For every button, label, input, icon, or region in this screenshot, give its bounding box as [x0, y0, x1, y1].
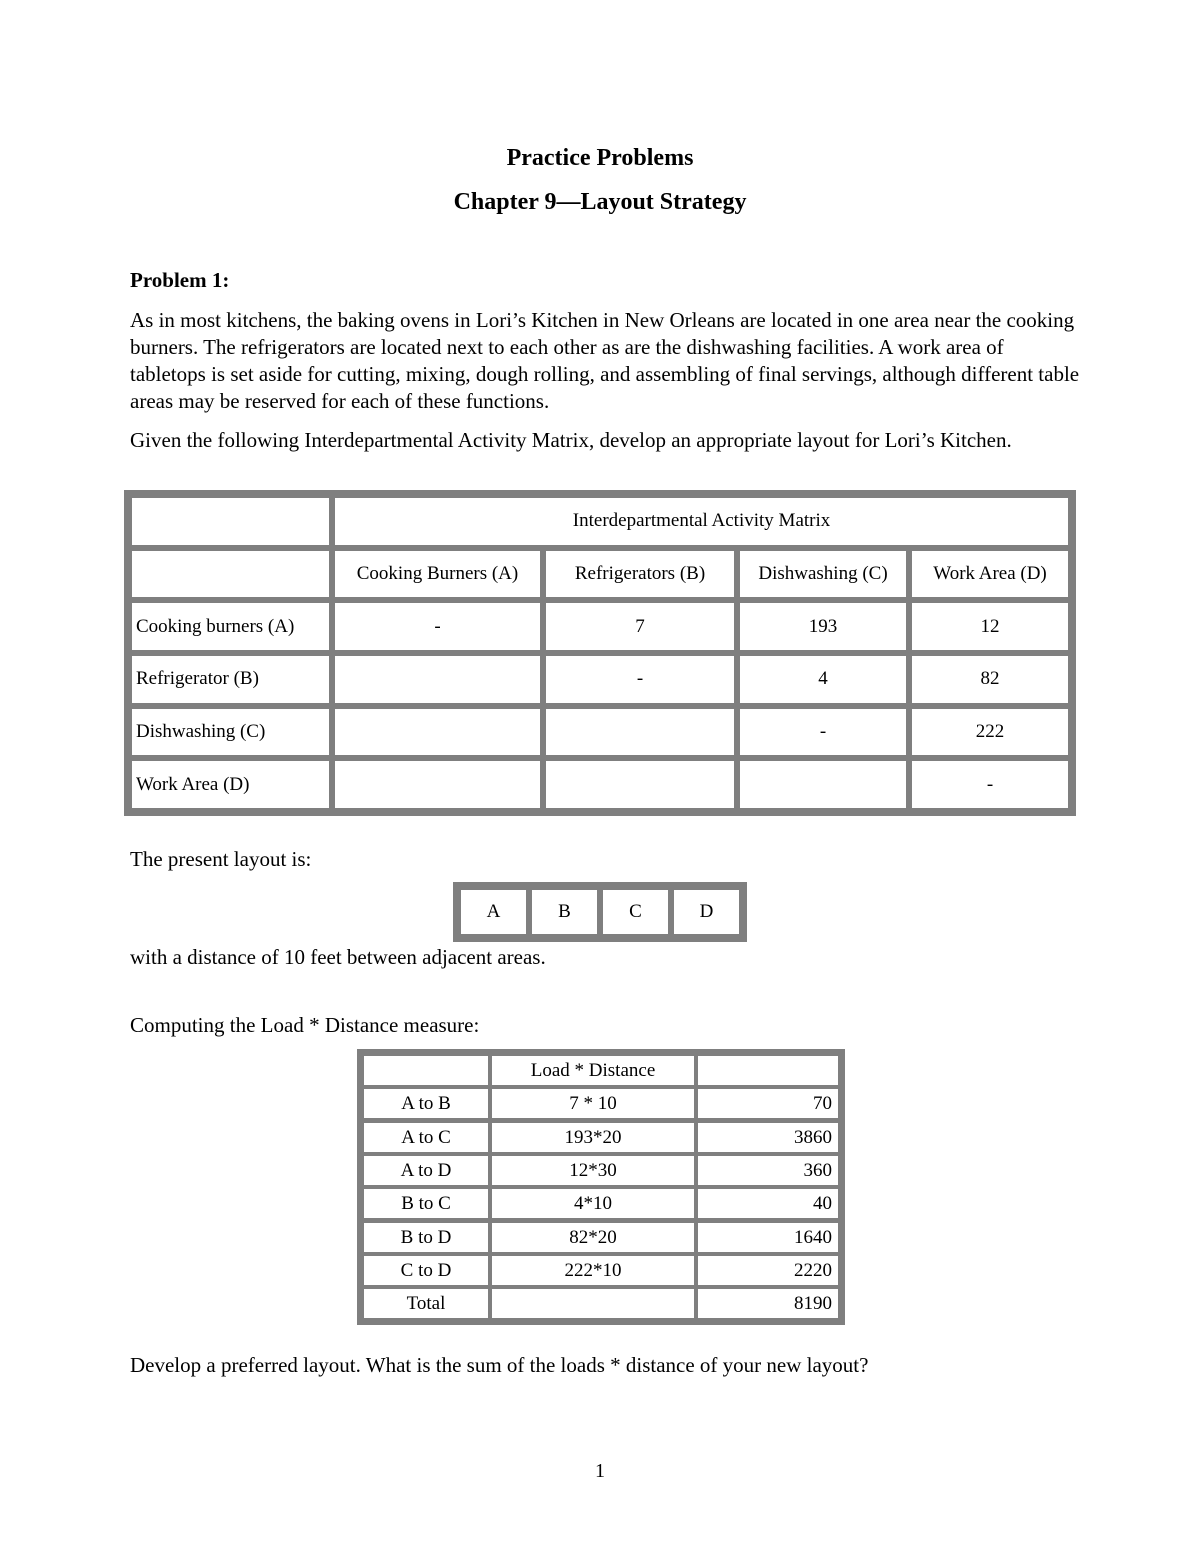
ld-header-blank [362, 1054, 490, 1087]
matrix-row-label: Refrigerator (B) [129, 653, 332, 706]
ld-header-row [362, 1054, 840, 1087]
ld-calc: 4*10 [490, 1187, 696, 1220]
ld-value: 1640 [696, 1220, 840, 1254]
page-number: 1 [595, 1460, 605, 1482]
ld-pair: A to C [362, 1120, 490, 1154]
chapter-title: Chapter 9—Layout Strategy [453, 189, 747, 215]
matrix-row [129, 600, 1071, 653]
ld-pair: B to C [362, 1187, 490, 1220]
ld-pair: B to D [362, 1220, 490, 1254]
page-title: Practice Problems [506, 145, 694, 171]
ld-pair: Total [362, 1287, 490, 1320]
ld-pair: C to D [362, 1254, 490, 1287]
matrix-cell [332, 706, 543, 759]
matrix-header-row [129, 548, 1071, 601]
layout-box-d: D [671, 887, 742, 937]
matrix-cell: - [543, 653, 737, 706]
matrix-cell [332, 758, 543, 811]
ld-calc: 12*30 [490, 1154, 696, 1187]
matrix-col-header: Dishwashing (C) [737, 548, 909, 601]
ld-value: 8190 [696, 1287, 840, 1320]
activity-matrix-table [124, 490, 1076, 816]
matrix-cell: - [332, 600, 543, 653]
ld-header: Load * Distance [490, 1054, 696, 1087]
layout-box-c: C [600, 887, 671, 937]
ld-value: 2220 [696, 1254, 840, 1287]
matrix-col-header: Cooking Burners (A) [332, 548, 543, 601]
matrix-cell: - [909, 758, 1071, 811]
matrix-cell: 4 [737, 653, 909, 706]
ld-pair: A to D [362, 1154, 490, 1187]
matrix-cell [332, 653, 543, 706]
load-distance-table [357, 1049, 845, 1325]
matrix-row [129, 758, 1071, 811]
matrix-row [129, 706, 1071, 759]
matrix-cell: - [737, 706, 909, 759]
matrix-cell: 12 [909, 600, 1071, 653]
matrix-cell: 193 [737, 600, 909, 653]
ld-value: 40 [696, 1187, 840, 1220]
problem-paragraph-2: Given the following Interdepartmental Activity Matrix, develop an appropriate layout for Lori’s Kitchen. [130, 428, 1012, 452]
ld-calc: 222*10 [490, 1254, 696, 1287]
matrix-col-header: Work Area (D) [909, 548, 1071, 601]
ld-row [362, 1187, 840, 1220]
matrix-caption-row [129, 495, 1071, 548]
load-distance-intro: Computing the Load * Distance measure: [130, 1013, 480, 1037]
matrix-row-label: Work Area (D) [129, 758, 332, 811]
ld-total-row [362, 1287, 840, 1320]
distance-note: with a distance of 10 feet between adjacent areas. [130, 945, 546, 969]
matrix-caption: Interdepartmental Activity Matrix [332, 495, 1071, 548]
matrix-cell: 7 [543, 600, 737, 653]
ld-row [362, 1120, 840, 1154]
ld-row [362, 1254, 840, 1287]
matrix-corner-cell [129, 495, 332, 548]
matrix-row [129, 653, 1071, 706]
matrix-cell [737, 758, 909, 811]
matrix-row-label: Dishwashing (C) [129, 706, 332, 759]
ld-calc: 7 * 10 [490, 1087, 696, 1120]
layout-box-b: B [529, 887, 600, 937]
ld-value: 360 [696, 1154, 840, 1187]
ld-value: 3860 [696, 1120, 840, 1154]
matrix-col-header: Refrigerators (B) [543, 548, 737, 601]
ld-row [362, 1087, 840, 1120]
matrix-corner-cell [129, 548, 332, 601]
problem-label: Problem 1: [130, 268, 230, 292]
matrix-cell: 222 [909, 706, 1071, 759]
matrix-cell [543, 706, 737, 759]
problem-paragraph-1: As in most kitchens, the baking ovens in Lori’s Kitchen in New Orleans are located in one area near the cooking burners. The refrigerators are located next to each other as are the dishwashing facilities. A work area of tabletops is set aside for cutting, mixing, dough rolling, and assembling of final servings, although different table areas may be reserved for each of these functions. [130, 308, 1080, 413]
ld-pair: A to B [362, 1087, 490, 1120]
matrix-row-label: Cooking burners (A) [129, 600, 332, 653]
matrix-cell [543, 758, 737, 811]
ld-calc [490, 1287, 696, 1320]
present-layout-boxes [453, 882, 747, 942]
layout-box-a: A [458, 887, 529, 937]
ld-calc: 193*20 [490, 1120, 696, 1154]
ld-value: 70 [696, 1087, 840, 1120]
matrix-cell: 82 [909, 653, 1071, 706]
ld-header-blank [696, 1054, 840, 1087]
ld-row [362, 1154, 840, 1187]
question-text: Develop a preferred layout. What is the sum of the loads * distance of your new layout? [130, 1353, 869, 1377]
ld-calc: 82*20 [490, 1220, 696, 1254]
present-layout-intro: The present layout is: [130, 847, 312, 871]
ld-row [362, 1220, 840, 1254]
